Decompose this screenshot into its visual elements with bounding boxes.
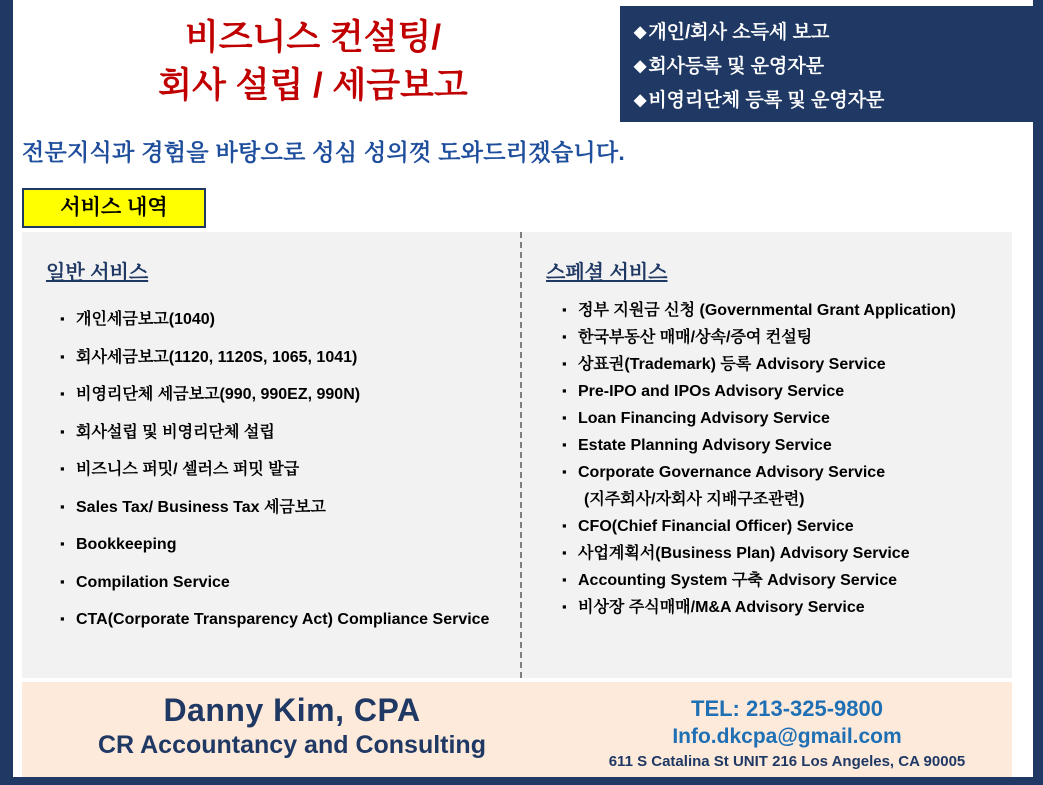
square-bullet-icon: ▪ — [562, 572, 567, 587]
services-panel — [22, 232, 1012, 678]
square-bullet-icon: ▪ — [562, 545, 567, 560]
square-bullet-icon: ▪ — [60, 536, 65, 551]
list-item-label: 비즈니스 퍼밋/ 셀러스 퍼밋 발급 — [76, 461, 300, 478]
phone-number[interactable]: TEL: 213-325-9800 — [691, 696, 883, 721]
list-item-label: Accounting System 구축 Advisory Service — [578, 572, 898, 589]
page-title-line-2: 회사 설립 / 세금보고 — [158, 66, 468, 105]
list-item-label: 한국부동산 매매/상속/증여 컨설팅 — [578, 329, 813, 346]
square-bullet-icon: ▪ — [60, 611, 65, 626]
list-item-label: 회사설립 및 비영리단체 설립 — [76, 423, 275, 441]
square-bullet-icon: ▪ — [60, 498, 65, 514]
footer-contact — [562, 682, 1012, 770]
page-title-line-1: 비즈니스 컨설팅/ — [184, 18, 442, 57]
list-item — [60, 489, 520, 527]
list-item-label: 회사세금보고(1120, 1120S, 1065, 1041) — [76, 348, 358, 366]
list-item-label: Estate Planning Advisory Service — [578, 437, 832, 454]
list-item — [562, 540, 1012, 567]
square-bullet-icon: ▪ — [562, 518, 567, 533]
square-bullet-icon: ▪ — [562, 383, 567, 398]
square-bullet-icon: ▪ — [60, 423, 65, 439]
list-item-label: 개인세금보고(1040) — [76, 311, 215, 328]
header-highlight-label: 비영리단체 등록 및 운영자문 — [648, 90, 885, 111]
square-bullet-icon: ▪ — [562, 410, 567, 425]
special-services-title: 스페셜 서비스 — [546, 262, 668, 284]
header-highlight-item — [634, 16, 1033, 50]
general-services-column — [22, 232, 522, 678]
list-item — [60, 564, 520, 602]
list-item-label: Bookkeeping — [76, 536, 177, 553]
square-bullet-icon: ▪ — [562, 356, 567, 371]
general-services-list — [60, 301, 520, 639]
list-item — [562, 432, 1012, 459]
list-item — [60, 301, 520, 339]
list-item — [60, 414, 520, 452]
square-bullet-icon: ▪ — [60, 348, 65, 364]
tagline: 전문지식과 경험을 바탕으로 성심 성의껏 도와드리겠습니다. — [22, 139, 626, 165]
list-item — [562, 378, 1012, 405]
list-item-label: Pre-IPO and IPOs Advisory Service — [578, 383, 845, 400]
footer — [22, 682, 1012, 777]
footer-identity — [22, 682, 562, 760]
company-name: CR Accountancy and Consulting — [98, 731, 486, 759]
square-bullet-icon: ▪ — [60, 573, 65, 589]
page-title — [13, 0, 613, 120]
header-highlight-item — [634, 84, 1033, 118]
list-item-label: Compilation Service — [76, 573, 230, 591]
list-item-continuation — [562, 486, 1012, 513]
list-item-label: 비영리단체 세금보고(990, 990EZ, 990N) — [76, 386, 361, 403]
list-item — [60, 526, 520, 564]
square-bullet-icon: ▪ — [562, 329, 567, 344]
header-highlight-label: 회사등록 및 운영자문 — [648, 56, 825, 77]
header-highlights — [620, 6, 1033, 122]
header-highlight-item — [634, 50, 1033, 84]
list-item — [562, 594, 1012, 621]
street-address: 611 S Catalina St UNIT 216 Los Angeles, CA 90005 — [608, 753, 966, 770]
bottom-accent-bar — [0, 777, 1043, 785]
list-item-label: 사업계획서(Business Plan) Advisory Service — [578, 545, 910, 562]
list-item-label: (지주회사/자회사 지배구조관련) — [584, 491, 805, 508]
square-bullet-icon: ▪ — [562, 302, 567, 317]
contact-name: Danny Kim, CPA — [163, 692, 421, 728]
diamond-icon: ◆ — [634, 58, 647, 75]
list-item-label: CFO(Chief Financial Officer) Service — [578, 518, 854, 535]
list-item — [562, 405, 1012, 432]
header-highlight-label: 개인/회사 소득세 보고 — [648, 22, 830, 43]
square-bullet-icon: ▪ — [60, 461, 65, 476]
list-item-label: 정부 지원금 신청 (Governmental Grant Application) — [578, 302, 956, 319]
square-bullet-icon: ▪ — [60, 311, 65, 326]
list-item — [562, 513, 1012, 540]
list-item — [60, 451, 520, 489]
section-tag: 서비스 내역 — [22, 188, 206, 228]
square-bullet-icon: ▪ — [60, 386, 65, 401]
left-accent-bar — [0, 0, 13, 785]
list-item-label: Sales Tax/ Business Tax 세금보고 — [76, 498, 326, 516]
list-item — [562, 459, 1012, 486]
list-item — [60, 601, 520, 639]
special-services-list — [562, 297, 1012, 621]
square-bullet-icon: ▪ — [562, 437, 567, 452]
diamond-icon: ◆ — [634, 92, 647, 109]
list-item — [562, 324, 1012, 351]
list-item — [562, 297, 1012, 324]
right-accent-bar — [1033, 0, 1043, 785]
list-item — [60, 339, 520, 377]
list-item — [60, 376, 520, 414]
list-item-label: Loan Financing Advisory Service — [578, 410, 830, 427]
email-address[interactable]: Info.dkcpa@gmail.com — [672, 725, 902, 748]
diamond-icon: ◆ — [634, 24, 647, 41]
special-services-column — [524, 232, 1012, 678]
list-item — [562, 351, 1012, 378]
list-item-label: 상표권(Trademark) 등록 Advisory Service — [578, 356, 886, 373]
header — [13, 0, 1033, 120]
list-item-label: 비상장 주식매매/M&A Advisory Service — [578, 599, 865, 616]
general-services-title: 일반 서비스 — [46, 262, 149, 284]
list-item-label: CTA(Corporate Transparency Act) Compliance Service — [76, 611, 490, 628]
list-item-label: Corporate Governance Advisory Service — [578, 464, 886, 481]
square-bullet-icon: ▪ — [562, 599, 567, 614]
square-bullet-icon: ▪ — [562, 464, 567, 479]
list-item — [562, 567, 1012, 594]
